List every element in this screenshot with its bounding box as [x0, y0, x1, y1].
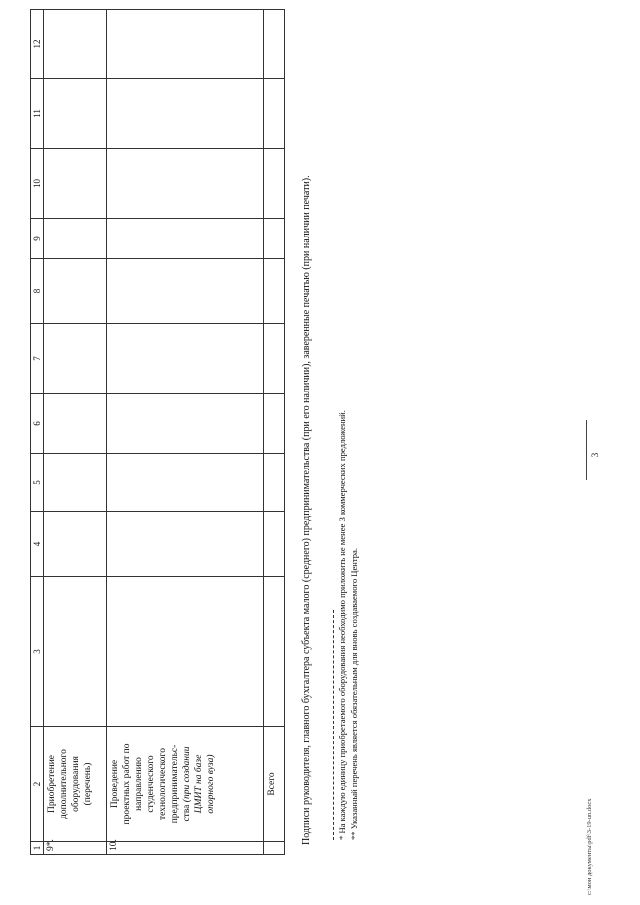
table-cell	[264, 149, 285, 219]
table-cell	[44, 512, 107, 577]
header-cell: 6	[31, 394, 44, 454]
table-cell	[264, 259, 285, 324]
file-path-footer: c:\мои документы\pdf\3-19-un.docx	[586, 798, 593, 895]
table-cell	[44, 149, 107, 219]
row-name-line: дополнительного	[59, 749, 69, 819]
header-cell: 1	[31, 842, 44, 855]
table-cell	[264, 512, 285, 577]
table-cell	[44, 10, 107, 79]
row-name-line	[181, 729, 193, 839]
table-row	[107, 10, 264, 855]
row-number: 9*.	[44, 842, 107, 855]
page-number-rule	[586, 420, 587, 480]
header-cell: 3	[31, 577, 44, 727]
header-cell: 5	[31, 454, 44, 512]
table-cell	[44, 394, 107, 454]
footnote-2: ** Указанный перечень является обязательным для вновь создаваемого Центра.	[349, 547, 359, 840]
table-total-row	[264, 10, 285, 855]
header-cell: 4	[31, 512, 44, 577]
row-name-line: (перечень)	[83, 762, 93, 806]
row-name-line: Проведение	[110, 759, 120, 809]
table-row	[44, 10, 107, 855]
row-name	[44, 727, 107, 842]
table-cell	[107, 10, 264, 79]
table-cell	[107, 324, 264, 394]
row-name-line: ЦМИТ на базе	[194, 754, 204, 814]
row-name-line: студенческого	[146, 755, 156, 813]
table-cell	[107, 512, 264, 577]
table-cell	[44, 454, 107, 512]
row-name-line: предпринимательс-	[170, 744, 180, 824]
row-name-prefix: ства	[182, 802, 192, 822]
table-cell	[264, 577, 285, 727]
table-cell	[44, 577, 107, 727]
row-name-line: проектных работ по	[122, 743, 132, 825]
table-cell	[107, 394, 264, 454]
row-name-italic: (при создании	[182, 746, 192, 803]
row-name	[107, 727, 264, 842]
table-cell	[44, 259, 107, 324]
row-name-line: опорного вуза)	[206, 754, 216, 814]
header-cell: 2	[31, 727, 44, 842]
footnote-separator	[333, 610, 334, 840]
table-cell	[44, 79, 107, 149]
table-cell	[264, 79, 285, 149]
table-cell	[107, 219, 264, 259]
header-cell: 10	[31, 149, 44, 219]
row-name-line: технологического	[158, 748, 168, 820]
table-cell	[264, 219, 285, 259]
table-cell	[264, 324, 285, 394]
row-name-line: оборудования	[71, 756, 81, 812]
header-cell: 8	[31, 259, 44, 324]
header-cell: 11	[31, 79, 44, 149]
table-cell	[44, 324, 107, 394]
total-label: Всего	[264, 727, 285, 842]
table-cell	[264, 10, 285, 79]
table-header-row	[31, 10, 44, 855]
row-number: 10.	[107, 842, 264, 855]
signature-note: Подписи руководителя, главного бухгалтера субъекта малого (среднего) предпринимательства (при его наличии), заверенные печатью (при наличии печати).	[301, 175, 312, 845]
table-cell	[264, 394, 285, 454]
table-cell	[107, 259, 264, 324]
table-cell	[264, 842, 285, 855]
table-cell	[107, 454, 264, 512]
table-cell	[107, 149, 264, 219]
footnote-1: * На каждую единицу приобретаемого оборудования необходимо приложить не менее 3 коммерческих предложений.	[337, 410, 347, 840]
header-cell: 12	[31, 10, 44, 79]
row-name-line: направлению	[134, 757, 144, 811]
header-cell: 7	[31, 324, 44, 394]
table-cell	[264, 454, 285, 512]
row-name-line: Приобретение	[47, 755, 57, 813]
table-cell	[107, 577, 264, 727]
header-cell: 9	[31, 219, 44, 259]
budget-table	[30, 9, 285, 855]
table-cell	[107, 79, 264, 149]
page-number: 3	[590, 452, 600, 458]
table-cell	[44, 219, 107, 259]
